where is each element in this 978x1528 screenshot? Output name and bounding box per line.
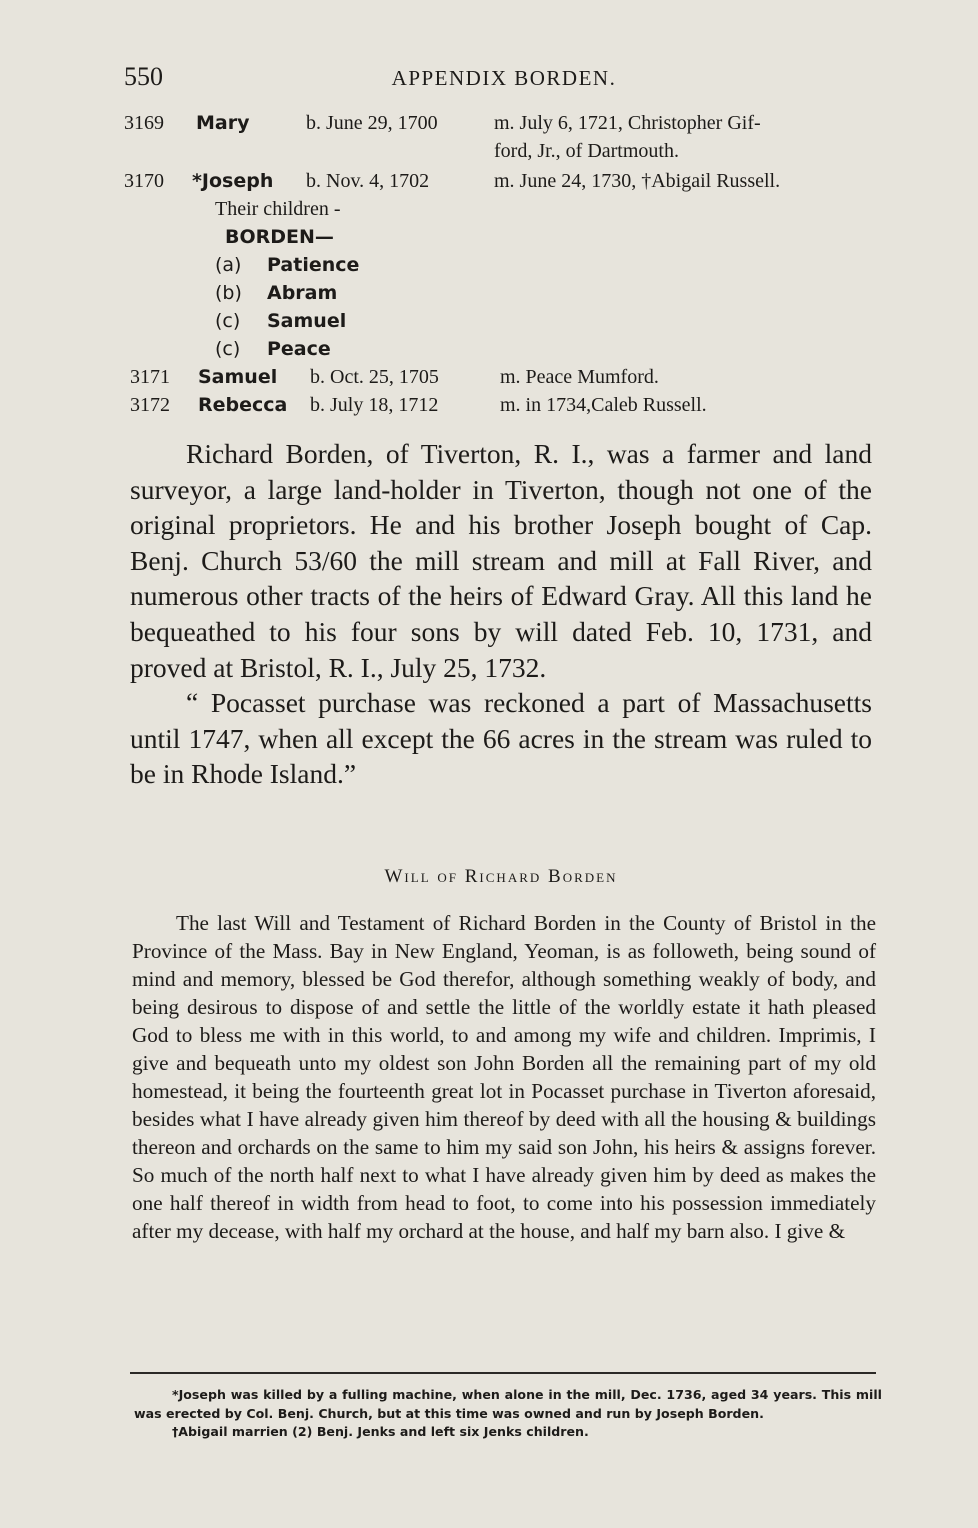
running-title: APPENDIX BORDEN. — [391, 66, 617, 90]
child-letter: (a) — [215, 254, 242, 276]
child-name: Samuel — [267, 310, 347, 332]
child-item — [215, 254, 359, 282]
children-surname: BORDEN— — [225, 226, 334, 248]
entry-birth: b. July 18, 1712 — [310, 394, 439, 416]
page-header — [124, 62, 884, 98]
register-entry — [130, 394, 900, 422]
child-name: Patience — [267, 254, 360, 276]
child-item — [215, 310, 359, 338]
entry-name: Samuel — [198, 366, 278, 388]
entry-marriage-continued: ford, Jr., of Dartmouth. — [494, 140, 679, 162]
entry-marriage: m. Peace Mumford. — [500, 366, 659, 388]
footnote: †Abigail marrien (2) Benj. Jenks and left six Jenks children. — [172, 1424, 589, 1440]
children-list — [215, 198, 359, 366]
entry-marriage: m. July 6, 1721, Christopher Gif- — [494, 112, 761, 134]
child-item — [215, 338, 359, 366]
genealogy-register — [124, 112, 894, 198]
child-letter: (b) — [215, 282, 242, 304]
entry-number: 3170 — [124, 170, 164, 192]
children-intro: Their children - — [215, 198, 341, 220]
entry-birth: b. Oct. 25, 1705 — [310, 366, 439, 388]
child-letter: (c) — [215, 338, 241, 360]
will-paragraph: The last Will and Testament of Richard Borden in the County of Bristol in the Province of the Mass. Bay in New England, Yeoman, is as followeth, being sound of mind and memory, blessed be God therefor, although something weakly of body, and being desirous to dispose of and settle the little of the worldly estate it hath pleased God to bless me with in this world, to and among my wife and children. Imprimis, I give and bequeath unto my oldest son John Borden all the remaining part of my old homestead, it being the fourteenth great lot in Pocasset purchase in Tiverton aforesaid, besides what I have already given him thereof by deed with all the housing & buildings thereon and orchards on the same to him my said son John, his heirs & assigns forever. So much of the north half next to what I have already given him by deed as makes the one half thereof in width from head to foot, to come into his possession immediately after my decease, with half my orchard at the house, and half my barn also. I give & — [132, 911, 876, 1243]
will-text — [132, 909, 876, 1245]
child-name: Peace — [267, 338, 331, 360]
narrative-paragraph: Richard Borden, of Tiverton, R. I., was a farmer and land surveyor, a large land-holder in Tiverton, though not one of the original proprietors. He and his brother Joseph bought of Cap. Benj. Church 53/60 the mill stream and mill at Fall River, and numerous other tracts of the heirs of Edward Gray. All this land he bequeathed to his four sons by will dated Feb. 10, 1731, and proved at Bristol, R. I., July 25, 1732. — [130, 438, 872, 683]
entry-number: 3169 — [124, 112, 164, 134]
page-number: 550 — [124, 62, 163, 91]
entry-birth: b. Nov. 4, 1702 — [306, 170, 430, 192]
entry-marriage: m. in 1734,Caleb Russell. — [500, 394, 707, 416]
entry-name: Mary — [196, 112, 250, 134]
register-entry — [124, 170, 894, 198]
register-entry — [124, 112, 894, 140]
entry-number: 3171 — [130, 366, 170, 388]
register-entry — [130, 366, 900, 394]
footnotes — [134, 1386, 882, 1442]
entry-name: *Joseph — [192, 170, 274, 192]
child-item — [215, 282, 359, 310]
footnote: *Joseph was killed by a fulling machine, when alone in the mill, Dec. 1736, aged 34 years. This mill was erected by Col. Benj. Church, but at this time was owned and run by Joseph Borden. — [134, 1387, 882, 1421]
entry-name: Rebecca — [198, 394, 288, 416]
narrative — [130, 436, 872, 792]
narrative-quote: “ Pocasset purchase was reckoned a part of Massachusetts until 1747, when all except the 66 acres in the stream was ruled to be in Rhode Island.” — [130, 687, 872, 790]
child-letter: (c) — [215, 310, 241, 332]
genealogy-register-continued — [130, 366, 900, 422]
will-heading: Will of Richard Borden — [384, 866, 618, 887]
register-continuation — [124, 140, 894, 170]
child-name: Abram — [267, 282, 338, 304]
entry-number: 3172 — [130, 394, 170, 416]
entry-marriage: m. June 24, 1730, †Abigail Russell. — [494, 170, 781, 192]
footnote-rule — [130, 1372, 876, 1374]
entry-birth: b. June 29, 1700 — [306, 112, 438, 134]
